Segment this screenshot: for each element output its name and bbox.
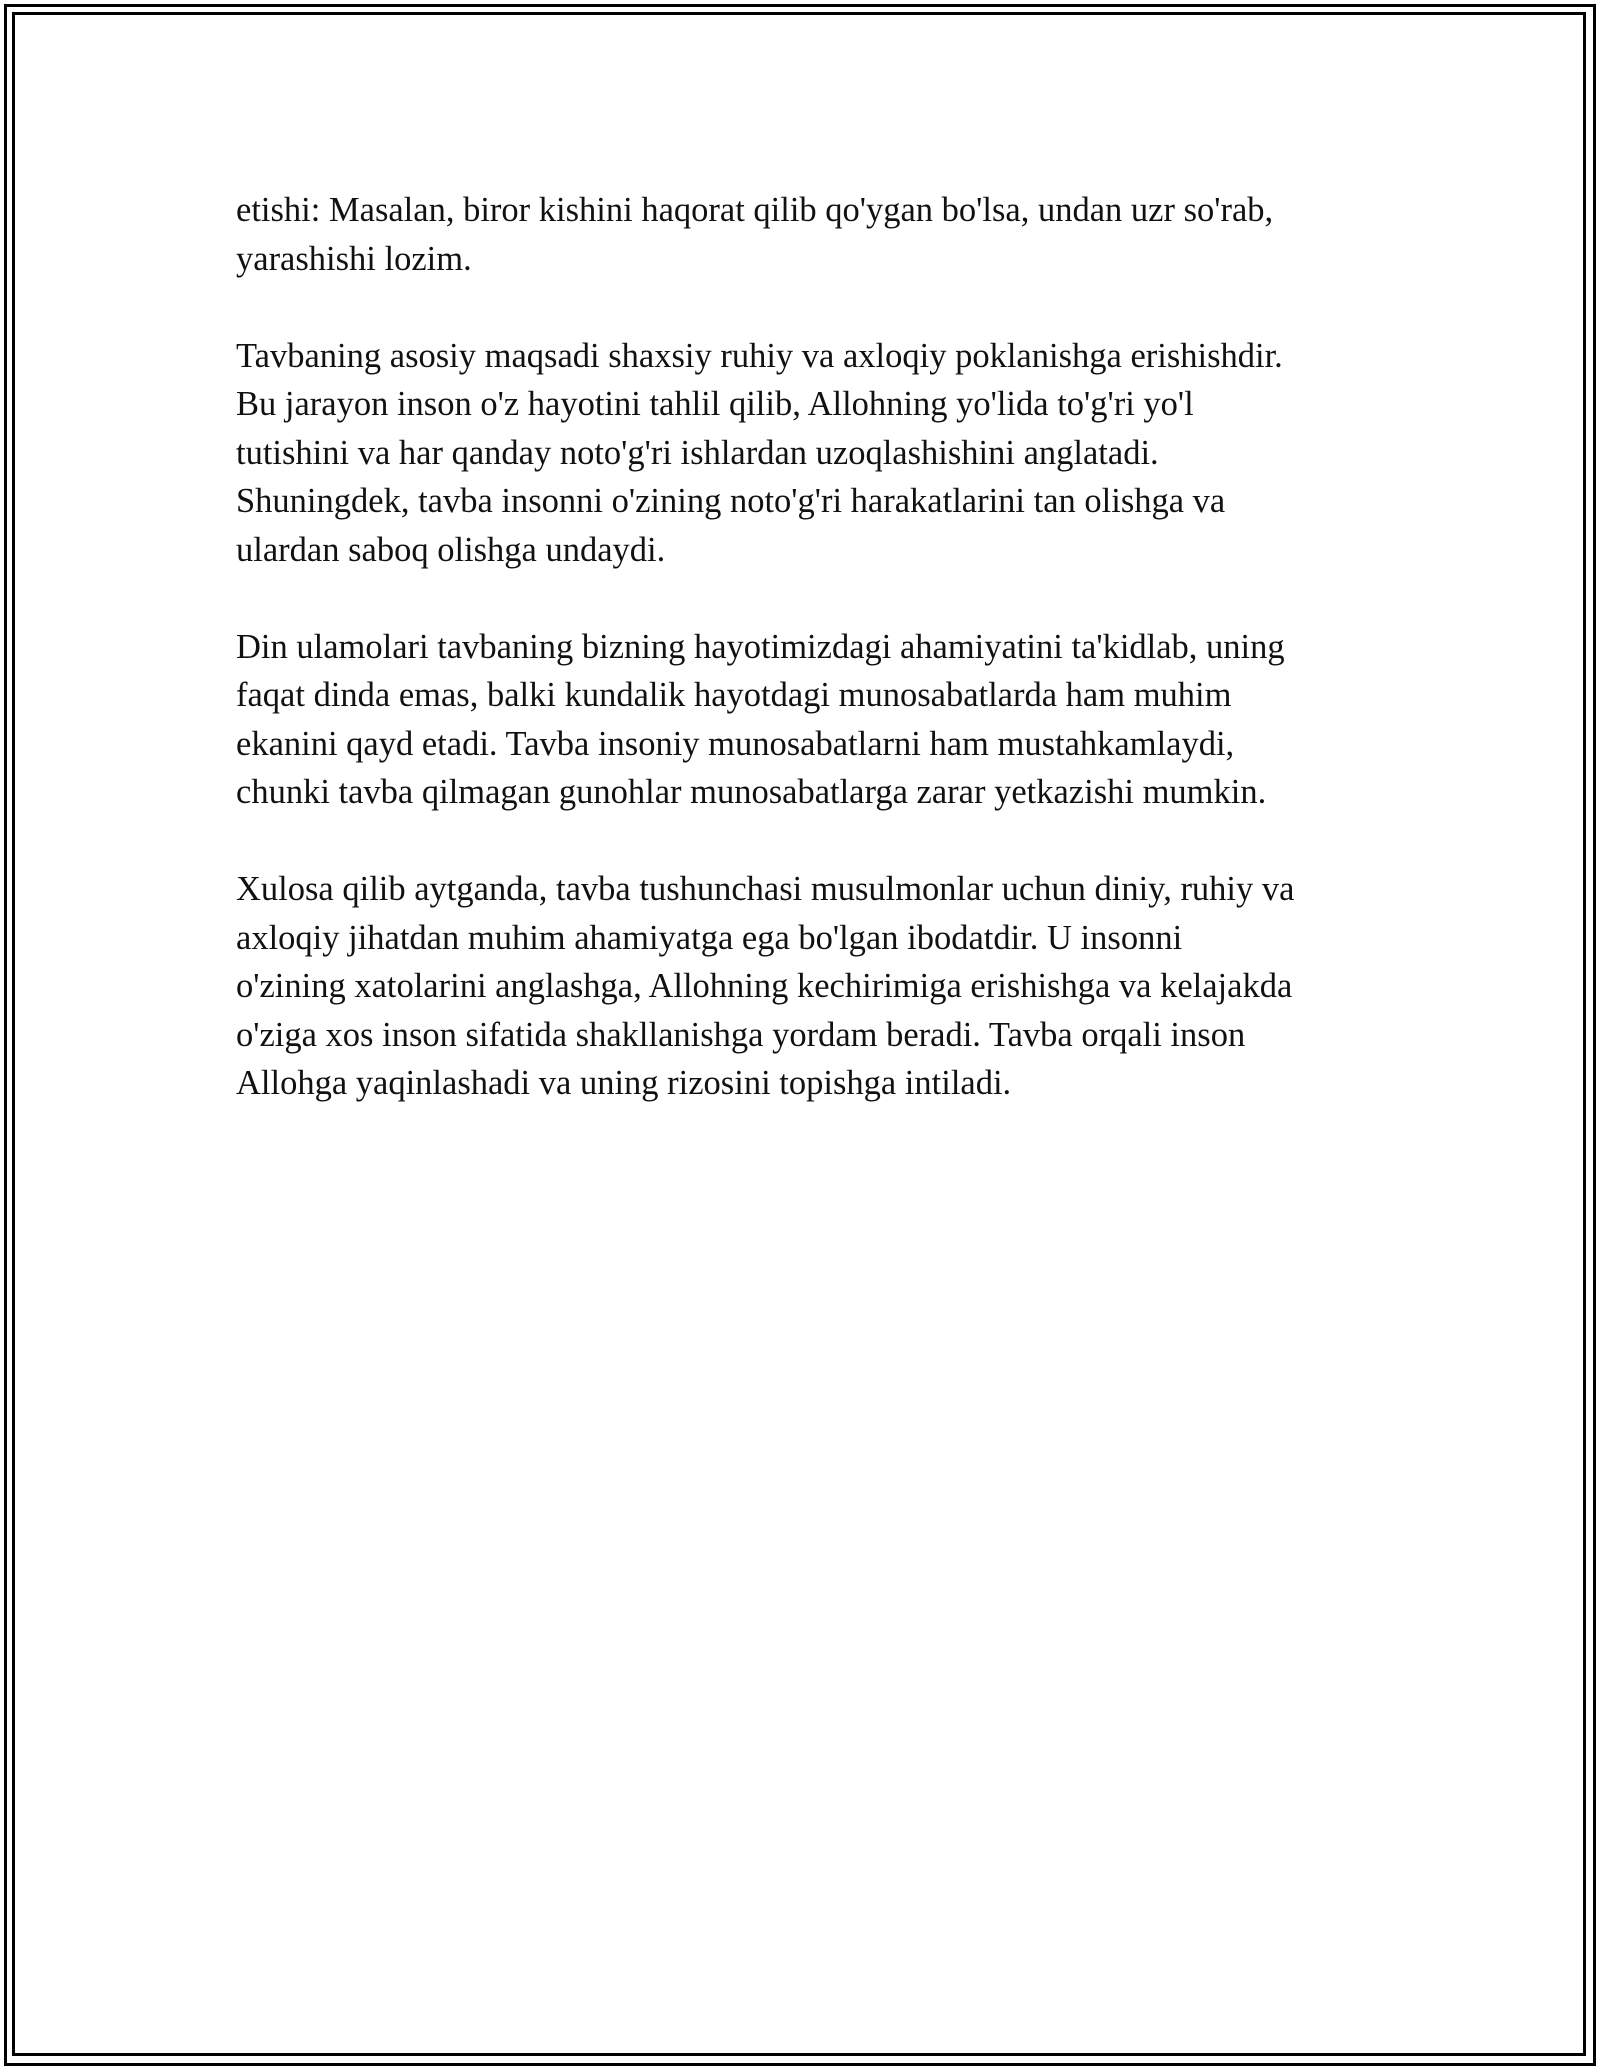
text-line: chunki tavba qilmagan gunohlar munosabatlarga zarar yetkazishi mumkin.	[236, 773, 1267, 811]
text-line: Shuningdek, tavba insonni o'zining noto'g'ri harakatlarini tan olishga va	[236, 482, 1226, 520]
text-line: o'zining xatolarini anglashga, Allohning kechirimiga erishishga va kelajakda	[236, 967, 1293, 1005]
text-line: Allohga yaqinlashadi va uning rizosini topishga intiladi.	[236, 1064, 1012, 1102]
text-line: o'ziga xos inson sifatida shakllanishga yordam beradi. Tavba orqali inson	[236, 1015, 1246, 1054]
document-body	[236, 186, 1386, 1156]
text-line: Tavbaning asosiy maqsadi shaxsiy ruhiy va axloqiy poklanishga erishishdir.	[236, 336, 1283, 375]
text-line: ekanini qayd etadi. Tavba insoniy munosabatlarni ham mustahkamlaydi,	[236, 724, 1235, 763]
text-line: tutishini va har qanday noto'g'ri ishlardan uzoqlashishini anglatadi.	[236, 433, 1159, 472]
text-line: faqat dinda emas, balki kundalik hayotdagi munosabatlarda ham muhim	[236, 676, 1232, 714]
text-line: ulardan saboq olishga undaydi.	[236, 530, 666, 569]
paragraph-2	[236, 332, 1386, 575]
text-line: Xulosa qilib aytganda, tavba tushunchasi musulmonlar uchun diniy, ruhiy va	[236, 870, 1295, 908]
paragraph-1	[236, 186, 1386, 283]
text-line: yarashishi lozim.	[236, 239, 472, 278]
text-line: Bu jarayon inson o'z hayotini tahlil qilib, Allohning yo'lida to'g'ri yo'l	[236, 385, 1194, 423]
text-line: axloqiy jihatdan muhim ahamiyatga ega bo'lgan ibodatdir. U insonni	[236, 918, 1183, 957]
text-line: Din ulamolari tavbaning bizning hayotimizdagi ahamiyatini ta'kidlab, uning	[236, 627, 1285, 666]
paragraph-3	[236, 623, 1386, 817]
paragraph-4	[236, 865, 1386, 1108]
text-line: etishi: Masalan, biror kishini haqorat qilib qo'ygan bo'lsa, undan uzr so'rab,	[236, 191, 1274, 229]
